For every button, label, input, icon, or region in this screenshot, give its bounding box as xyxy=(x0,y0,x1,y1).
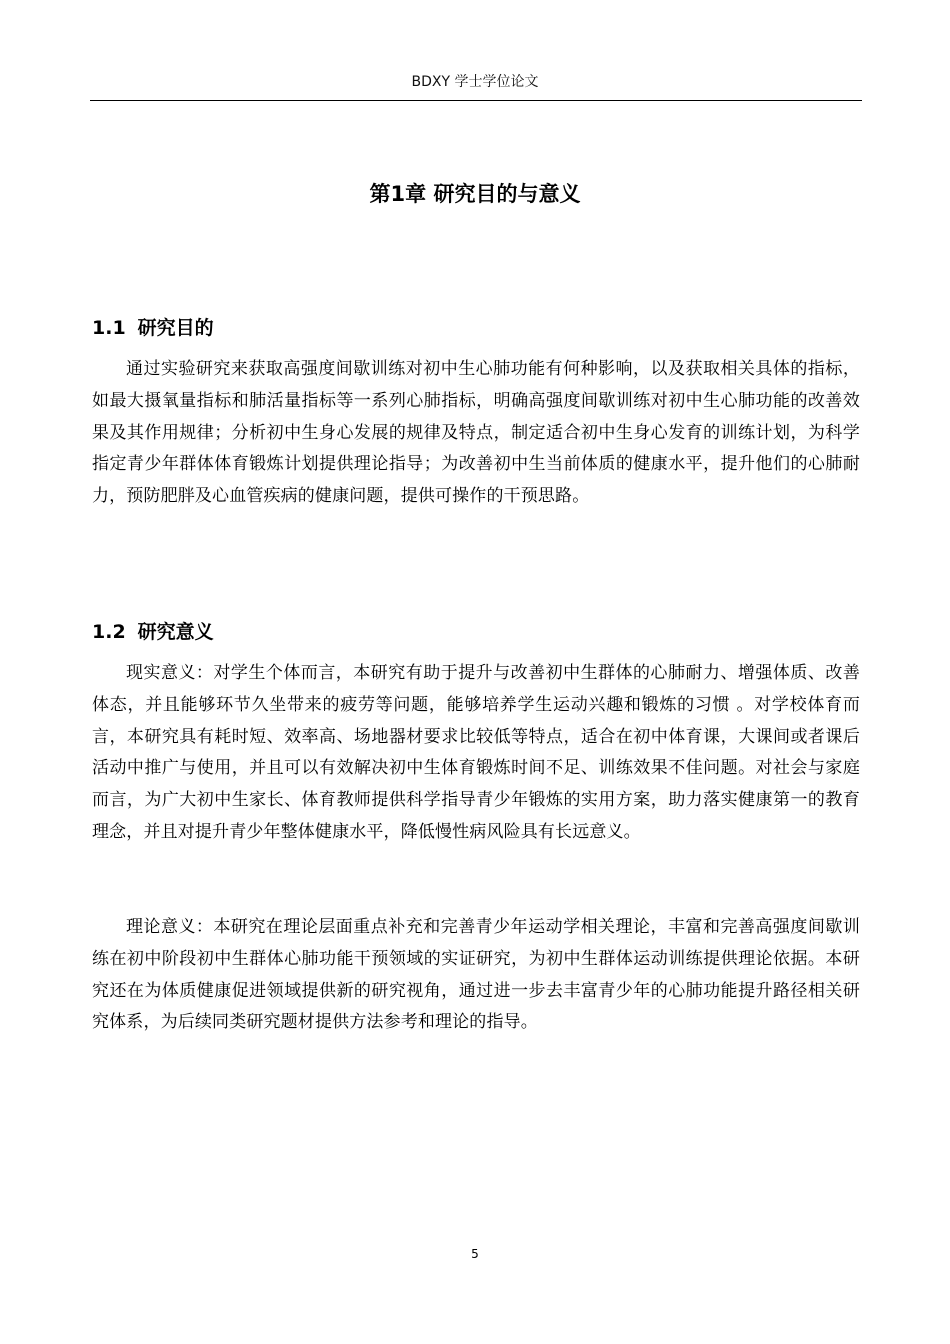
header-rule xyxy=(90,100,862,101)
section-title-text: 研究目的 xyxy=(137,317,214,339)
chapter-title: 第1章 研究目的与意义 xyxy=(369,182,581,206)
section-number: 1.1 xyxy=(92,317,126,339)
section-heading-significance xyxy=(92,618,214,646)
running-header: BDXY 学士学位论文 xyxy=(411,74,539,90)
section-heading-purpose xyxy=(92,314,214,342)
section-title-text: 研究意义 xyxy=(137,621,214,643)
paragraph-purpose: 通过实验研究来获取高强度间歇训练对初中生心肺功能有何种影响，以及获取相关具体的指标，如最大摄氧量指标和肺活量指标等一系列心肺指标，明确高强度间歇训练对初中生心肺功能的改善效果及其作用规律；分析初中生身心发展的规律及特点，制定适合初中生身心发育的训练计划，为科学指定青少年群体体育锻炼计划提供理论指导；为改善初中生当前体质的健康水平，提升他们的心肺耐力，预防肥胖及心血管疾病的健康问题，提供可操作的干预思路。 xyxy=(92,359,860,507)
section-number: 1.2 xyxy=(92,621,126,643)
paragraph-theoretical-significance: 理论意义：本研究在理论层面重点补充和完善青少年运动学相关理论，丰富和完善高强度间歇训练在初中阶段初中生群体心肺功能干预领域的实证研究，为初中生群体运动训练提供理论依据。本研究还在为体质健康促进领域提供新的研究视角，通过进一步去丰富青少年的心肺功能提升路径相关研究体系，为后续同类研究题材提供方法参考和理论的指导。 xyxy=(92,917,860,1033)
paragraph-practical-significance: 现实意义：对学生个体而言，本研究有助于提升与改善初中生群体的心肺耐力、增强体质、改善体态，并且能够环节久坐带来的疲劳等问题，能够培养学生运动兴趣和锻炼的习惯 。对学校体育而言，本研究具有耗时短、效率高、场地器材要求比较低等特点，适合在初中体育课，大课间或者课后活动中推广与使用，并且可以有效解决初中生体育锻炼时间不足、训练效果不佳问题。对社会与家庭而言，为广大初中生家长、体育教师提供科学指导青少年锻炼的实用方案，助力落实健康第一的教育理念，并且对提升青少年整体健康水平，降低慢性病风险具有长远意义。 xyxy=(92,663,860,842)
page-number: 5 xyxy=(471,1247,479,1261)
